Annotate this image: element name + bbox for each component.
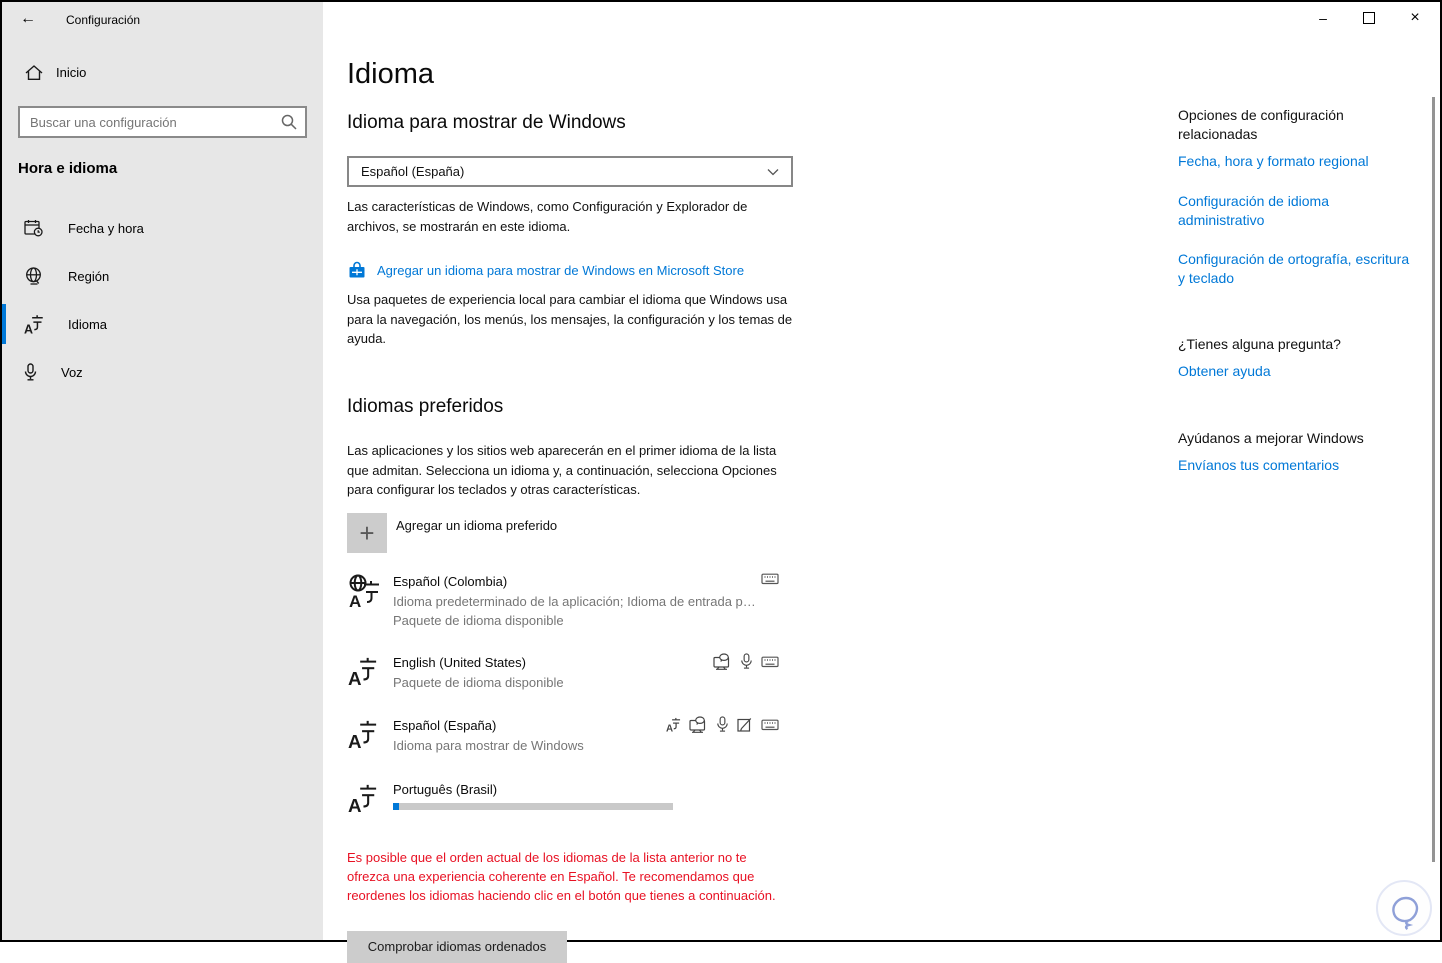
language-status: Paquete de idioma disponible [393, 675, 564, 690]
svg-text:A: A [348, 731, 362, 753]
chevron-down-icon [767, 168, 779, 176]
display-language-select[interactable] [347, 156, 793, 187]
sidebar-nav [2, 204, 323, 396]
question-heading: ¿Tienes alguna pregunta? [1178, 336, 1341, 352]
capability-icons [713, 653, 779, 670]
store-link-row[interactable] [347, 260, 744, 280]
display-language-description: Las características de Windows, como Configuración y Explorador de archivos, se mostrarán en este idioma. [347, 199, 748, 234]
language-name: Español (Colombia) [393, 574, 508, 589]
speech-recognition-icon [716, 716, 729, 733]
get-help-link[interactable]: Obtener ayuda [1178, 363, 1271, 379]
capability-icons [666, 716, 779, 733]
preferred-languages-description: Las aplicaciones y los sitios web aparecerán en el primer idioma de la lista que admitan. Selecciona un idioma y, a continuación, selecciona Opciones para configurar los teclados y otras características. [347, 443, 777, 497]
page-title: Idioma [347, 58, 435, 90]
text-to-speech-icon [689, 716, 708, 733]
maximize-button[interactable] [1346, 2, 1392, 34]
keyboard-icon [761, 573, 779, 585]
language-order-warning: Es posible que el orden actual de los idiomas de la lista anterior no te ofrezca una experiencia coherente en Español. Te recomendamos que reordenes los idiomas haciendo clic en el botón que tienes a continuación. [347, 850, 776, 903]
search-input[interactable] [20, 115, 281, 130]
sidebar-section-title: Hora e idioma [18, 160, 118, 177]
download-progress-fill [393, 803, 399, 810]
microphone-icon [24, 363, 37, 382]
svg-text:A: A [348, 668, 362, 690]
handwriting-icon [737, 717, 753, 732]
sidebar-item-label: Voz [61, 364, 83, 380]
translate-icon [348, 719, 378, 753]
preferred-languages-heading: Idiomas preferidos [347, 396, 504, 417]
text-to-speech-icon [713, 653, 732, 670]
language-name: Português (Brasil) [393, 782, 498, 797]
keyboard-icon [761, 719, 779, 731]
improve-windows-heading: Ayúdanos a mejorar Windows [1178, 430, 1364, 446]
window-title: Configuración [66, 13, 141, 27]
language-name: English (United States) [393, 655, 526, 670]
reorder-languages-button[interactable] [347, 931, 567, 963]
add-language-label: Agregar un idioma preferido [396, 518, 558, 533]
svg-text:A: A [348, 795, 362, 817]
sidebar [2, 2, 323, 940]
translate-icon [348, 783, 378, 817]
capability-icons [761, 573, 779, 585]
search-box [18, 106, 307, 138]
lightbulb-watermark-icon [1374, 878, 1434, 938]
translate-icon [24, 314, 44, 337]
sidebar-item-voz[interactable] [2, 348, 323, 396]
sidebar-item-home[interactable] [24, 64, 86, 81]
calendar-clock-icon [24, 219, 44, 237]
add-language-button[interactable] [347, 513, 387, 553]
sidebar-item-label: Región [68, 268, 110, 284]
display-language-icon [666, 717, 681, 735]
store-description: Usa paquetes de experiencia local para cambiar el idioma que Windows usa para la navegación, los menús, los mensajes, la configuración y los temas de ayuda. [347, 292, 793, 346]
maximize-icon [1363, 12, 1375, 24]
home-label: Inicio [56, 65, 87, 80]
globe-translate-icon [348, 574, 382, 611]
globe-icon [24, 267, 44, 285]
language-status: Idioma predeterminado de la aplicación; Idioma de entrada p… [393, 594, 756, 609]
store-link[interactable]: Agregar un idioma para mostrar de Windows en Microsoft Store [377, 262, 745, 278]
svg-text:A: A [24, 322, 34, 337]
language-status: Paquete de idioma disponible [393, 613, 564, 628]
keyboard-icon [761, 656, 779, 668]
window-controls [1300, 2, 1438, 34]
home-icon [24, 64, 44, 81]
back-icon[interactable]: ← [20, 10, 36, 27]
sidebar-item-fecha-y-hora[interactable] [2, 204, 323, 252]
translate-icon [348, 656, 378, 690]
display-language-value: Español (España) [361, 164, 465, 179]
language-name: Español (España) [393, 718, 497, 733]
close-button[interactable]: × [1410, 9, 1420, 26]
sidebar-item-idioma[interactable] [2, 300, 323, 348]
vertical-scrollbar[interactable] [1432, 97, 1435, 862]
download-progress-bar [393, 803, 673, 810]
language-status: Idioma para mostrar de Windows [393, 738, 584, 753]
language-row-portugues-brasil[interactable] [347, 778, 787, 818]
sidebar-item-label: Fecha y hora [68, 220, 144, 236]
display-language-heading: Idioma para mostrar de Windows [347, 112, 626, 133]
language-row-espanol-colombia[interactable] [347, 572, 787, 632]
search-icon[interactable] [281, 114, 305, 130]
send-feedback-link[interactable]: Envíanos tus comentarios [1178, 457, 1340, 473]
language-row-english-us[interactable] [347, 652, 787, 696]
svg-text:A: A [349, 592, 362, 611]
language-row-espanol-espana[interactable] [347, 715, 787, 759]
sidebar-item-region[interactable] [2, 252, 323, 300]
related-link-ortografia-escritura-teclado[interactable]: Configuración de ortografía, escritura y teclado [1178, 251, 1410, 286]
svg-text:A: A [666, 723, 674, 735]
microsoft-store-icon [347, 260, 367, 280]
sidebar-item-label: Idioma [68, 316, 108, 332]
plus-icon: + [359, 517, 375, 548]
related-link-idioma-administrativo[interactable]: Configuración de idioma administrativo [1178, 193, 1329, 228]
speech-recognition-icon [740, 653, 753, 670]
related-link-fecha-hora-formato[interactable]: Fecha, hora y formato regional [1178, 153, 1369, 169]
minimize-button[interactable]: – [1319, 10, 1327, 26]
related-settings-heading: Opciones de configuración relacionadas [1178, 107, 1344, 142]
reorder-languages-button-label: Comprobar idiomas ordenados [367, 939, 547, 954]
